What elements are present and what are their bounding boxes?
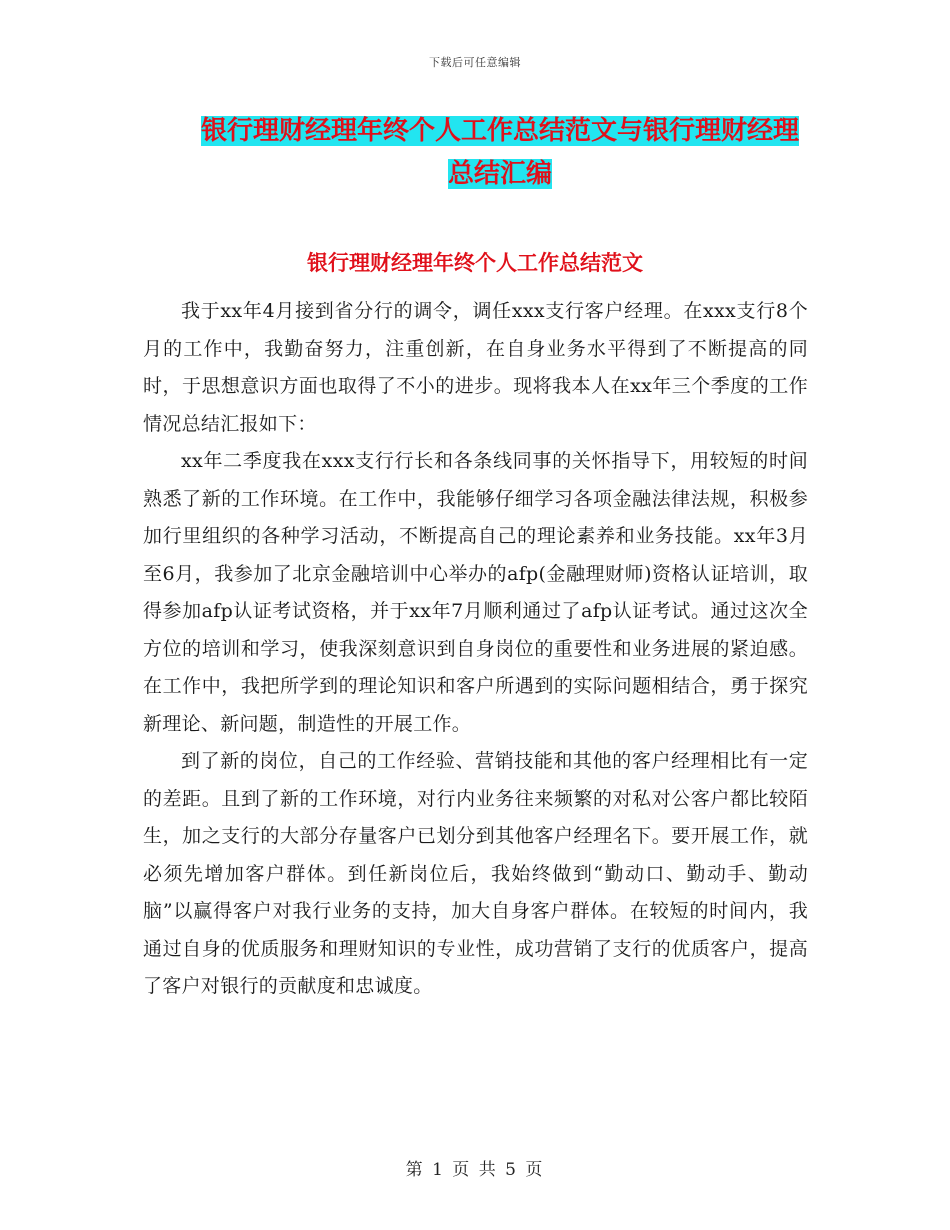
paragraph: 到了新的岗位，自己的工作经验、营销技能和其他的客户经理相比有一定的差距。且到了新的工作环境，对行内业务往来频繁的对私对公客户都比较陌生，加之支行的大部分存量客户已划分到其他客户经理名下。要开展工作，就必须先增加客户群体。到任新岗位后，我始终做到“勤动口、勤动手、勤动脑”以赢得客户对我行业务的支持，加大自身客户群体。在较短的时间内，我通过自身的优质服务和理财知识的专业性，成功营销了支行的优质客户，提高了客户对银行的贡献度和忠诚度。 [143, 750, 808, 997]
section-title: 银行理财经理年终个人工作总结范文 [307, 251, 643, 275]
header-note: 下载后可任意编辑 [429, 56, 521, 69]
body-text [143, 293, 808, 1006]
paragraph: 我于xx年4月接到省分行的调令，调任xxx支行客户经理。在xxx支行8个月的工作中，我勤奋努力，注重创新，在自身业务水平得到了不断提高的同时，于思想意识方面也取得了不小的进步。现将我本人在xx年三个季度的工作情况总结汇报如下： [143, 300, 808, 435]
document-title [195, 110, 805, 196]
paragraph: xx年二季度我在xxx支行行长和各条线同事的关怀指导下，用较短的时间熟悉了新的工作环境。在工作中，我能够仔细学习各项金融法律法规，积极参加行里组织的各种学习活动，不断提高自己的理论素养和业务技能。xx年3月至6月，我参加了北京金融培训中心举办的afp(金融理财师)资格认证培训，取得参加afp认证考试资格，并于xx年7月顺利通过了afp认证考试。通过这次全方位的培训和学习，使我深刻意识到自身岗位的重要性和业务进展的紧迫感。在工作中，我把所学到的理论知识和客户所遇到的实际问题相结合，勇于探究新理论、新问题，制造性的开展工作。 [143, 450, 808, 735]
document-title-line-1: 银行理财经理年终个人工作总结范文与银行理财经理 [200, 116, 799, 146]
document-title-line-2: 总结汇编 [447, 159, 552, 189]
page-number-footer: 第 1 页 共 5 页 [405, 1160, 545, 1180]
